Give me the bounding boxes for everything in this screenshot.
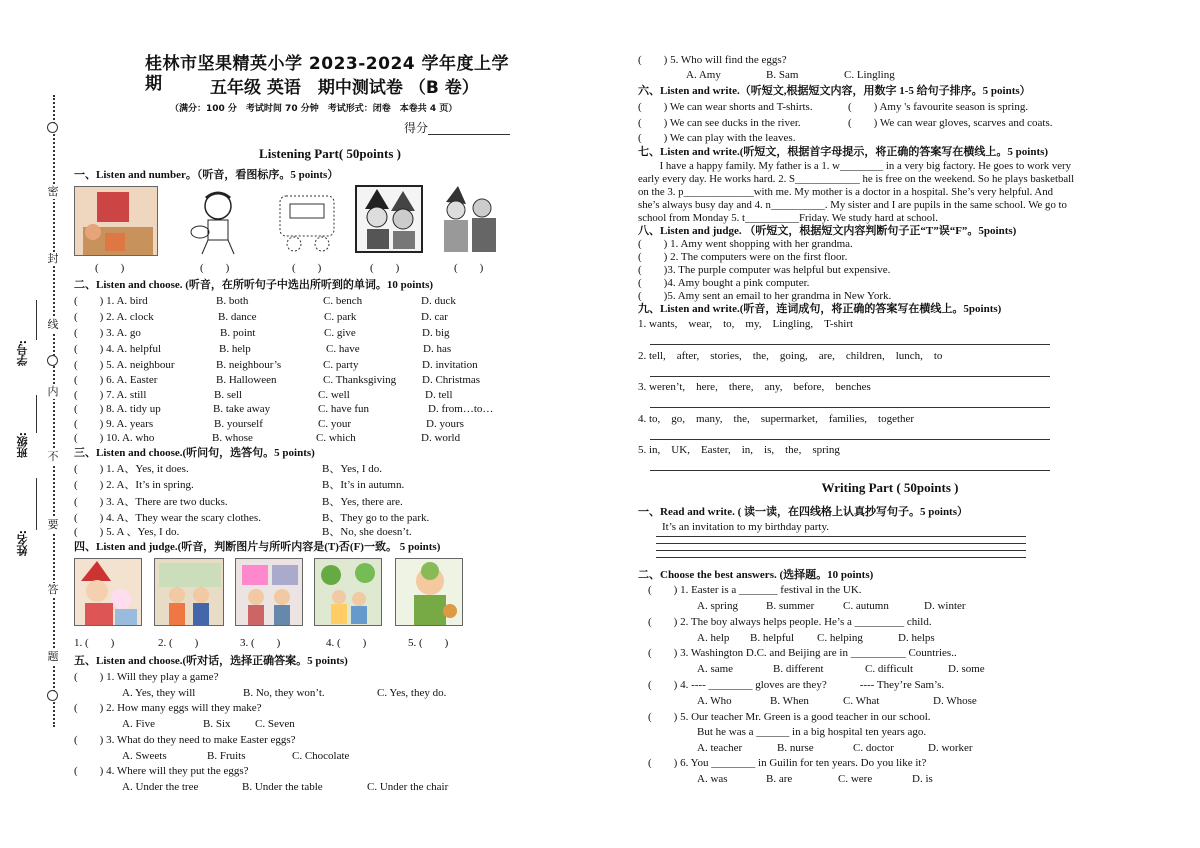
section-7-title: 七、Listen and write.(听短文，根据首字母提示，将正确的答案写在横线上。5 points): [638, 146, 1049, 158]
s8-statement-3[interactable]: ( )3. The purple computer was helpful but expensive.: [638, 264, 891, 276]
s2-question-2: ( ) 2. A. clock: [74, 311, 154, 323]
s5-q5-option-c[interactable]: C. Lingling: [844, 69, 895, 81]
s5-q1-option-a[interactable]: A. Yes, they will: [122, 687, 196, 699]
s2-q7-option-d[interactable]: D. tell: [425, 389, 453, 401]
s2-question-3: ( ) 3. A. go: [74, 327, 141, 339]
s5-q1-option-c[interactable]: C. Yes, they do.: [377, 687, 447, 699]
w2-question-5-line-2: But he was a ______ in a big hospital ten years ago.: [697, 726, 927, 738]
judge-picture-1-illustration: [75, 559, 142, 626]
s5-question-1: ( ) 1. Will they play a game?: [74, 671, 219, 683]
w2-question-4: ( ) 4. ---- ________ gloves are they? ---- They’re Sam’s.: [648, 679, 945, 691]
picture-4: [355, 185, 423, 253]
writing-section-1-title: 一、Read and write. ( 读一读，在四线格上认真抄写句子。5 points）: [638, 506, 969, 518]
s8-statement-5[interactable]: ( )5. Amy sent an email to her grandma in New York.: [638, 290, 892, 302]
passage-line: early every day. He works hard. 2. S____________ he is free on the weekend. So he plays basketball: [638, 173, 1075, 185]
s2-q10-option-d[interactable]: D. world: [421, 432, 461, 444]
passage-line: school from Monday 5. t__________Friday. We study hard at school.: [638, 212, 938, 224]
grid-line: [656, 543, 1026, 544]
exam-title: 桂林市坚果精英小学 2023-2024 学年度上学期: [145, 54, 510, 95]
w2-q2-option-b[interactable]: B. helpful: [750, 632, 794, 644]
w2-q5-option-c[interactable]: C. doctor: [853, 742, 894, 754]
s5-q2-option-a[interactable]: A. Five: [122, 718, 155, 730]
s2-question-1: ( ) 1. A. bird: [74, 295, 148, 307]
w2-q2-option-d[interactable]: D. helps: [898, 632, 935, 644]
s3-question-2: ( ) 2. A、It’s in spring.: [74, 479, 194, 491]
s9-word-list-5: 5. in, UK, Easter, in, is, the, spring: [638, 444, 840, 456]
picture-3: [272, 186, 342, 256]
passage-line: she’s always busy day and 4. n__________. My sister and I are pupils in the same school. We go to: [638, 199, 1067, 211]
s2-q8-option-d[interactable]: D. from…to…: [428, 403, 494, 415]
judge-picture-5-illustration: [396, 559, 463, 626]
w2-question-1: ( ) 1. Easter is a _______ festival in the UK.: [648, 584, 862, 596]
s2-q4-option-c[interactable]: C. have: [326, 343, 360, 355]
score-blank[interactable]: [428, 124, 510, 135]
s8-statement-2[interactable]: ( ) 2. The computers were on the first floor.: [638, 251, 848, 263]
grid-line: [656, 536, 1026, 537]
s3-question-5: ( ) 5. A 、Yes, I do.: [74, 526, 180, 538]
s2-q7-option-b[interactable]: B. sell: [214, 389, 243, 401]
judge-picture-2-illustration: [155, 559, 224, 626]
passage-line: I have a happy family. My father is a 1. w________ in a very big factory. He goes to work very: [638, 160, 1072, 172]
s3-question-3: ( ) 3. A、There are two ducks.: [74, 496, 228, 508]
s8-statement-1[interactable]: ( ) 1. Amy went shopping with her grandma.: [638, 238, 853, 250]
w2-q4-option-a[interactable]: A. Who: [697, 695, 732, 707]
s5-q4-option-b[interactable]: B. Under the table: [242, 781, 323, 793]
s6-sentence-2[interactable]: ( ) Amy 's favourite season is spring.: [848, 101, 1029, 113]
judge-picture-2: [154, 558, 224, 626]
class-blank[interactable]: [36, 395, 37, 433]
w2-q2-option-c[interactable]: C. helping: [817, 632, 863, 644]
s3-q5-option-b[interactable]: B、No, she doesn’t.: [322, 526, 412, 538]
picture-5: [436, 182, 504, 254]
section-1-title: 一、Listen and number。（听音，看图标序。5 points）: [74, 169, 339, 181]
s5-q2-option-b[interactable]: B. Six: [203, 718, 231, 730]
s2-question-10: ( ) 10. A. who: [74, 432, 155, 444]
s2-q2-option-b[interactable]: B. dance: [218, 311, 257, 323]
w2-q6-option-a[interactable]: A. was: [697, 773, 728, 785]
student-id-label: 学号:: [16, 340, 29, 367]
s2-question-4: ( ) 4. A. helpful: [74, 343, 162, 355]
s2-q3-option-c[interactable]: C. give: [324, 327, 356, 339]
grid-line: [656, 550, 1026, 551]
w2-q1-option-c[interactable]: C. autumn: [843, 600, 889, 612]
s2-q6-option-c[interactable]: C. Thanksgiving: [323, 374, 397, 386]
section-8-title: 八、Listen and judge. （听短文，根据短文内容判断句子正“T”误“F”。5points): [638, 225, 1017, 237]
class-label: 班级:: [16, 432, 29, 459]
seal-char: 密: [47, 185, 59, 198]
s5-q4-option-a[interactable]: A. Under the tree: [122, 781, 199, 793]
w2-q3-option-a[interactable]: A. same: [697, 663, 734, 675]
s2-q5-option-d[interactable]: D. invitation: [422, 359, 478, 371]
section-6-title: 六、Listen and write.（听短文,根据短文内容，用数字 1-5 给句子排序。5 points）: [638, 85, 1031, 97]
w2-q2-option-a[interactable]: A. help: [697, 632, 730, 644]
copy-sentence: It’s an invitation to my birthday party.: [662, 521, 830, 533]
w2-q5-option-b[interactable]: B. nurse: [777, 742, 814, 754]
s5-question-4: ( ) 4. Where will they put the eggs?: [74, 765, 249, 777]
name-blank[interactable]: [36, 478, 37, 530]
s2-q6-option-b[interactable]: B. Halloween: [216, 374, 277, 386]
s5-q2-option-c[interactable]: C. Seven: [255, 718, 295, 730]
w2-q5-option-a[interactable]: A. teacher: [697, 742, 743, 754]
s9-word-list-1: 1. wants, wear, to, my, Lingling, T-shirt: [638, 318, 854, 330]
binding-circle: [47, 690, 58, 701]
w2-question-5: ( ) 5. Our teacher Mr. Green is a good teacher in our school.: [648, 711, 931, 723]
w2-q3-option-b[interactable]: B. different: [773, 663, 824, 675]
s2-question-9: ( ) 9. A. years: [74, 418, 154, 430]
s6-sentence-4[interactable]: ( ) We can wear gloves, scarves and coats.: [848, 117, 1053, 129]
s6-sentence-3[interactable]: ( ) We can see ducks in the river.: [638, 117, 801, 129]
s5-q3-option-c[interactable]: C. Chocolate: [292, 750, 350, 762]
writing-part-title: Writing Part ( 50points ): [821, 480, 959, 495]
s6-sentence-1[interactable]: ( ) We can wear shorts and T-shirts.: [638, 101, 813, 113]
picture-1-answer[interactable]: ( ): [95, 262, 125, 274]
picture-2: [188, 188, 248, 256]
s2-q4-option-d[interactable]: D. has: [423, 343, 452, 355]
binding-circle: [47, 122, 58, 133]
s2-q8-option-b[interactable]: B. take away: [213, 403, 271, 415]
seal-char: 不: [47, 450, 59, 463]
s2-q8-option-c[interactable]: C. have fun: [318, 403, 370, 415]
s9-answer-line-2[interactable]: [650, 376, 1050, 377]
w2-q1-option-b[interactable]: B. summer: [766, 600, 815, 612]
s9-answer-line-3[interactable]: [650, 407, 1050, 408]
judge-picture-4: [314, 558, 382, 626]
exam-note: （满分：100 分 考试时间 70 分钟 考试形式：闭卷 本卷共 4 页）: [170, 104, 458, 114]
s3-q2-option-b[interactable]: B、It’s in autumn.: [322, 479, 405, 491]
w2-q3-option-d[interactable]: D. some: [948, 663, 985, 675]
w2-q4-option-d[interactable]: D. Whose: [933, 695, 977, 707]
w2-q6-option-c[interactable]: C. were: [838, 773, 873, 785]
w2-q1-option-a[interactable]: A. spring: [697, 600, 738, 612]
s2-q10-option-c[interactable]: C. which: [316, 432, 356, 444]
judge-picture-1: [74, 558, 142, 626]
s5-q5-option-b[interactable]: B. Sam: [766, 69, 799, 81]
s9-answer-line-1[interactable]: [650, 344, 1050, 345]
picture-1: [74, 186, 158, 256]
s2-q3-option-b[interactable]: B. point: [220, 327, 256, 339]
picture-5-illustration: [436, 182, 504, 254]
judge-picture-3: [235, 558, 303, 626]
writing-section-2-title: 二、Choose the best answers. (选择题。10 points): [638, 569, 874, 581]
s2-question-7: ( ) 7. A. still: [74, 389, 147, 401]
s2-q9-option-d[interactable]: D. yours: [426, 418, 464, 430]
grid-line: [656, 557, 1026, 558]
section-4-title: 四、Listen and judge.(听音，判断图片与所听内容是(T)否(F)一致。 5 points): [74, 541, 441, 553]
picture-3-illustration: [272, 186, 342, 256]
w2-q6-option-b[interactable]: B. are: [766, 773, 793, 785]
seal-char: 线: [47, 318, 59, 331]
binding-gutter: [0, 0, 66, 848]
judge-answer-2[interactable]: 2. ( ): [158, 637, 199, 649]
w2-q6-option-d[interactable]: D. is: [912, 773, 933, 785]
w2-q1-option-d[interactable]: D. winter: [924, 600, 966, 612]
s5-question-3: ( ) 3. What do they need to make Easter eggs?: [74, 734, 296, 746]
name-label: 姓名:: [16, 530, 29, 557]
seal-char: 要: [47, 518, 59, 531]
s3-q4-option-b[interactable]: B、They go to the park.: [322, 512, 430, 524]
seal-char: 内: [47, 385, 59, 398]
s6-sentence-5[interactable]: ( ) We can play with the leaves.: [638, 132, 796, 144]
s9-answer-line-4[interactable]: [650, 439, 1050, 440]
s2-q5-option-b[interactable]: B. neighbour’s: [216, 359, 282, 371]
judge-answer-3[interactable]: 3. ( ): [240, 637, 281, 649]
s2-q2-option-d[interactable]: D. car: [421, 311, 448, 323]
picture-2-illustration: [188, 188, 248, 256]
picture-1-illustration: [75, 187, 158, 256]
binding-circle: [47, 355, 58, 366]
w2-q4-option-c[interactable]: C. What: [843, 695, 880, 707]
s5-q1-option-b[interactable]: B. No, they won’t.: [243, 687, 325, 699]
s9-answer-line-5[interactable]: [650, 470, 1050, 471]
s2-question-6: ( ) 6. A. Easter: [74, 374, 158, 386]
picture-3-answer[interactable]: ( ): [292, 262, 322, 274]
w2-q4-option-b[interactable]: B. When: [770, 695, 809, 707]
seal-char: 封: [47, 252, 59, 265]
judge-answer-1[interactable]: 1. ( ): [74, 637, 115, 649]
student-id-blank[interactable]: [36, 300, 37, 340]
picture-5-answer[interactable]: ( ): [454, 262, 484, 274]
judge-picture-3-illustration: [236, 559, 303, 626]
exam-subtitle: 五年级 英语 期中测试卷 （B 卷）: [210, 78, 479, 98]
section-3-title: 三、Listen and choose.(听问句，选答句。5 points): [74, 447, 315, 459]
s2-q1-option-c[interactable]: C. bench: [323, 295, 363, 307]
picture-4-illustration: [357, 187, 421, 251]
s2-question-5: ( ) 5. A. neighbour: [74, 359, 175, 371]
s2-q9-option-c[interactable]: C. your: [318, 418, 351, 430]
s9-word-list-2: 2. tell, after, stories, the, going, are, children, lunch, to: [638, 350, 943, 362]
s2-q10-option-b[interactable]: B. whose: [212, 432, 253, 444]
picture-2-answer[interactable]: ( ): [200, 262, 230, 274]
s3-q3-option-b[interactable]: B、Yes, there are.: [322, 496, 403, 508]
s5-q4-option-c[interactable]: C. Under the chair: [367, 781, 449, 793]
s2-q9-option-b[interactable]: B. yourself: [214, 418, 263, 430]
s9-word-list-3: 3. weren’t, here, there, any, before, benches: [638, 381, 871, 393]
w2-q5-option-d[interactable]: D. worker: [928, 742, 973, 754]
s2-q6-option-d[interactable]: D. Christmas: [422, 374, 481, 386]
judge-picture-4-illustration: [315, 559, 382, 626]
w2-q3-option-c[interactable]: C. difficult: [865, 663, 914, 675]
score-box: [404, 121, 510, 135]
seal-char: 答: [47, 583, 59, 596]
s3-question-4: ( ) 4. A、They wear the scary clothes.: [74, 512, 261, 524]
score-label: 得分: [404, 121, 429, 135]
s2-question-8: ( ) 8. A. tidy up: [74, 403, 161, 415]
s2-q3-option-d[interactable]: D. big: [422, 327, 450, 339]
judge-answer-5[interactable]: 5. ( ): [408, 637, 449, 649]
s8-statement-4[interactable]: ( )4. Amy bought a pink computer.: [638, 277, 810, 289]
seal-char: 题: [47, 650, 59, 663]
s2-q4-option-b[interactable]: B. help: [219, 343, 251, 355]
judge-answer-4[interactable]: 4. ( ): [326, 637, 367, 649]
s3-q1-option-b[interactable]: B、Yes, I do.: [322, 463, 383, 475]
w2-question-6: ( ) 6. You ________ in Guilin for ten years. Do you like it?: [648, 757, 927, 769]
section-2-title: 二、Listen and choose. (听音，在所听句子中选出所听到的单词。10 points): [74, 279, 434, 291]
s2-q7-option-c[interactable]: C. well: [318, 389, 350, 401]
s5-q5-option-a[interactable]: A. Amy: [686, 69, 721, 81]
s2-q1-option-b[interactable]: B. both: [216, 295, 249, 307]
s5-question-5: ( ) 5. Who will find the eggs?: [638, 54, 787, 66]
judge-picture-5: [395, 558, 463, 626]
s2-q2-option-c[interactable]: C. park: [324, 311, 357, 323]
s5-question-2: ( ) 2. How many eggs will they make?: [74, 702, 262, 714]
s5-q3-option-b[interactable]: B. Fruits: [207, 750, 246, 762]
s2-q5-option-c[interactable]: C. party: [323, 359, 359, 371]
s3-question-1: ( ) 1. A、Yes, it does.: [74, 463, 189, 475]
w2-question-3: ( ) 3. Washington D.C. and Beijing are in __________ Countries..: [648, 647, 957, 659]
picture-4-answer[interactable]: ( ): [370, 262, 400, 274]
listening-part-title: Listening Part( 50points ): [259, 146, 401, 161]
section-9-title: 九、Listen and write.(听音，连词成句，将正确的答案写在横线上。5points): [638, 303, 1002, 315]
section-5-title: 五、Listen and choose.(听对话，选择正确答案。5 points): [74, 655, 348, 667]
s2-q1-option-d[interactable]: D. duck: [421, 295, 456, 307]
passage-line: on the 3. p_____________with me. My mother is a doctor in a hospital. She’s very helpful. And: [638, 186, 1054, 198]
w2-question-2: ( ) 2. The boy always helps people. He’s a _________ child.: [648, 616, 932, 628]
s9-word-list-4: 4. to, go, many, the, supermarket, families, together: [638, 413, 915, 425]
s5-q3-option-a[interactable]: A. Sweets: [122, 750, 167, 762]
